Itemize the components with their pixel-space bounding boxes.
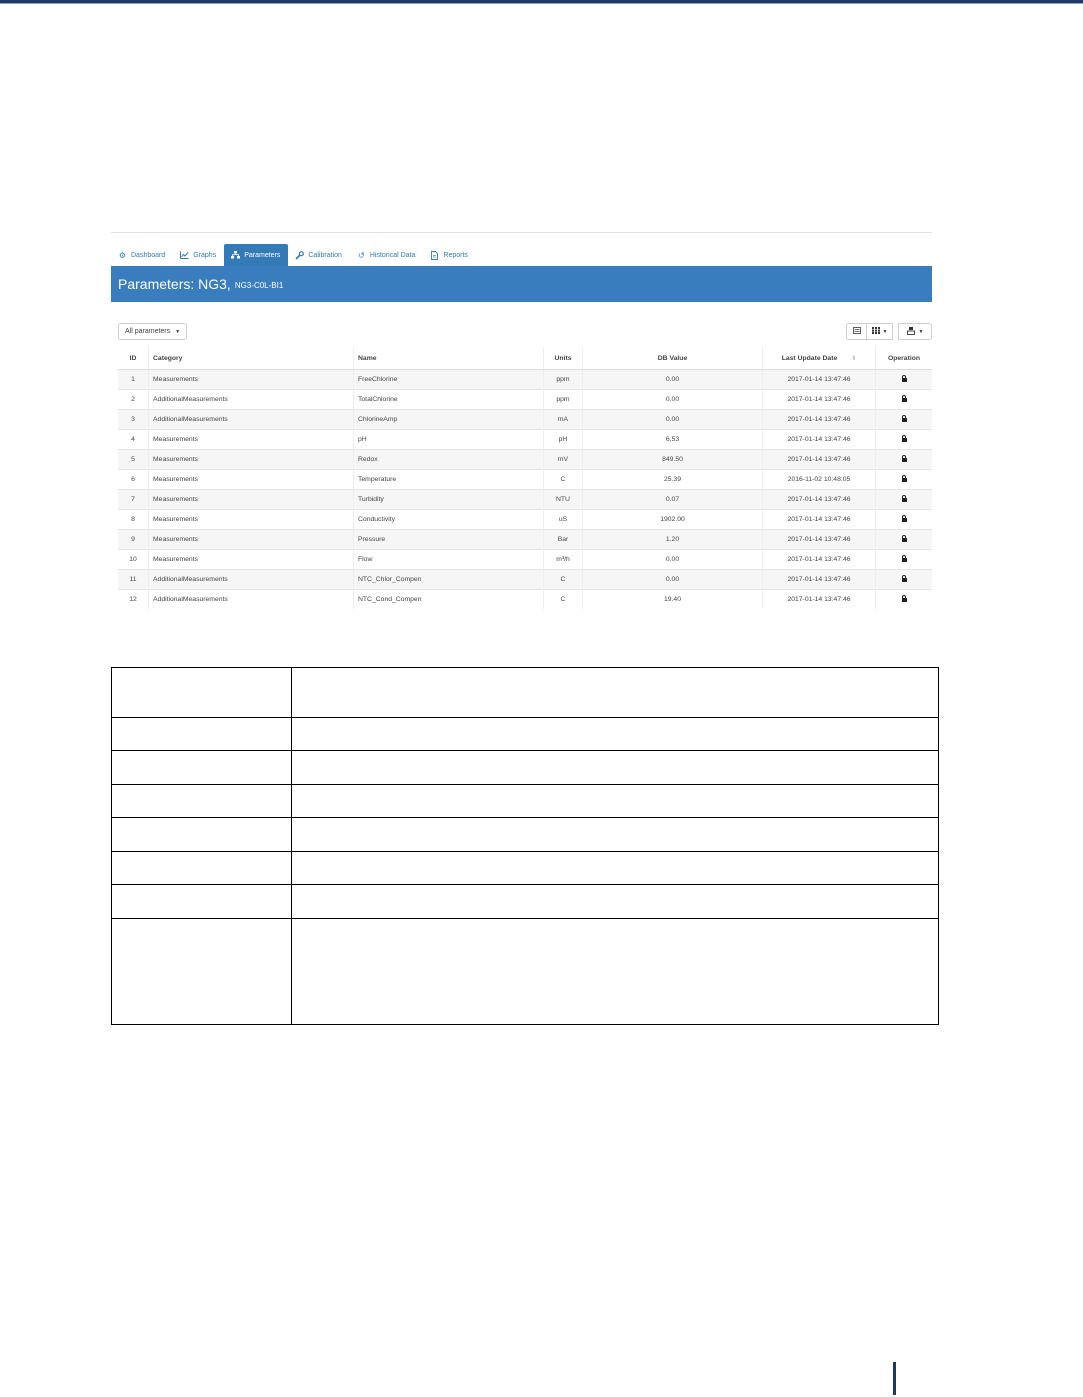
tab-calibration[interactable] <box>288 244 349 266</box>
cell-operation <box>876 390 933 410</box>
cell-last-update: 2017-01-14 13:47:46 <box>763 430 876 450</box>
table-cell <box>292 885 939 919</box>
tab-bar <box>111 244 932 266</box>
cell-last-update: 2017-01-14 13:47:46 <box>763 410 876 430</box>
column-header-name[interactable]: Name <box>354 347 544 370</box>
columns-icon <box>872 327 880 336</box>
lock-icon[interactable] <box>902 558 907 562</box>
cell-id: 8 <box>118 510 149 530</box>
cell-operation <box>876 510 933 530</box>
cell-name: pH <box>354 430 544 450</box>
cell-last-update: 2017-01-14 13:47:46 <box>763 570 876 590</box>
column-header-category[interactable]: Category <box>149 347 354 370</box>
cell-db-value: 1902.00 <box>583 510 763 530</box>
lock-icon[interactable] <box>902 498 907 502</box>
cell-id: 6 <box>118 470 149 490</box>
table-row <box>112 668 939 718</box>
table-row[interactable] <box>118 530 932 550</box>
cell-last-update: 2017-01-14 13:47:46 <box>763 390 876 410</box>
cell-db-value: 1.20 <box>583 530 763 550</box>
cell-units: mV <box>544 450 583 470</box>
cell-category: Measurements <box>149 430 354 450</box>
table-cell <box>112 919 292 1025</box>
export-button[interactable] <box>898 323 932 340</box>
caret-down-icon: ▼ <box>175 328 181 335</box>
cell-units: pH <box>544 430 583 450</box>
cell-name: Conductivity <box>354 510 544 530</box>
wrench-icon <box>295 251 304 260</box>
cell-units: m³/h <box>544 550 583 570</box>
cell-name: Pressure <box>354 530 544 550</box>
line-chart-icon <box>180 251 189 260</box>
lock-icon[interactable] <box>902 398 907 402</box>
cell-id: 7 <box>118 490 149 510</box>
table-cell <box>112 852 292 885</box>
caret-down-icon: ▼ <box>918 328 924 335</box>
cell-db-value: 19.40 <box>583 590 763 610</box>
sort-icon[interactable]: ⇕ <box>851 355 857 362</box>
cell-db-value: 849.50 <box>583 450 763 470</box>
columns-button[interactable] <box>866 323 893 340</box>
cell-db-value: 0.00 <box>583 370 763 390</box>
divider <box>111 232 932 233</box>
column-header-last-update[interactable] <box>763 347 876 370</box>
cell-units: C <box>544 570 583 590</box>
cell-last-update: 2017-01-14 13:47:46 <box>763 370 876 390</box>
cell-db-value: 0.00 <box>583 410 763 430</box>
cell-category: AdditionalMeasurements <box>149 390 354 410</box>
cell-units: uS <box>544 510 583 530</box>
cell-db-value: 0.00 <box>583 390 763 410</box>
history-icon: ↺ <box>358 250 365 260</box>
cell-operation <box>876 530 933 550</box>
column-header-id[interactable]: ID <box>118 347 149 370</box>
table-row <box>112 818 939 852</box>
cell-name: NTC_Cond_Compen <box>354 590 544 610</box>
cell-name: Turbidity <box>354 490 544 510</box>
lock-icon[interactable] <box>902 598 907 602</box>
table-cell <box>112 718 292 751</box>
page-title: Parameters: NG3, <box>118 276 231 292</box>
cell-db-value: 0.07 <box>583 490 763 510</box>
empty-grid-table <box>111 667 939 1025</box>
list-icon <box>853 327 861 336</box>
cell-id: 3 <box>118 410 149 430</box>
cell-db-value: 0.00 <box>583 550 763 570</box>
page-subtitle: NG3-C0L-BI1 <box>234 281 284 290</box>
caret-down-icon: ▼ <box>882 328 888 335</box>
cell-name: NTC_Chlor_Compen <box>354 570 544 590</box>
app-screenshot <box>111 231 932 607</box>
list-view-button[interactable] <box>846 323 867 340</box>
tab-parameters[interactable] <box>224 244 288 266</box>
cell-operation <box>876 590 933 610</box>
table-cell <box>292 718 939 751</box>
cell-name: ChlorineAmp <box>354 410 544 430</box>
file-icon <box>430 251 439 260</box>
lock-icon[interactable] <box>902 578 907 582</box>
cell-operation <box>876 470 933 490</box>
cell-category: Measurements <box>149 370 354 390</box>
cell-name: Temperature <box>354 470 544 490</box>
table-row[interactable] <box>118 450 932 470</box>
page-footer-bar <box>893 1362 896 1395</box>
table-row <box>112 718 939 751</box>
cell-name: TotalChlorine <box>354 390 544 410</box>
table-cell <box>112 885 292 919</box>
cell-category: Measurements <box>149 530 354 550</box>
cell-db-value: 6.53 <box>583 430 763 450</box>
cell-id: 1 <box>118 370 149 390</box>
cell-id: 9 <box>118 530 149 550</box>
cell-id: 12 <box>118 590 149 610</box>
cell-last-update: 2017-01-14 13:47:46 <box>763 590 876 610</box>
table-row[interactable] <box>118 510 932 530</box>
lock-icon[interactable] <box>902 378 907 382</box>
table-row <box>112 852 939 885</box>
cell-category: Measurements <box>149 510 354 530</box>
cell-name: FreeChlorine <box>354 370 544 390</box>
cell-id: 5 <box>118 450 149 470</box>
table-row <box>112 751 939 785</box>
table-cell <box>112 785 292 818</box>
cell-last-update: 2016-11-02 10:48:05 <box>763 470 876 490</box>
cell-operation <box>876 450 933 470</box>
table-row[interactable] <box>118 470 932 490</box>
top-rule-shadow <box>0 3 1083 4</box>
cell-last-update: 2017-01-14 13:47:46 <box>763 550 876 570</box>
cell-operation <box>876 570 933 590</box>
cell-db-value: 25.39 <box>583 470 763 490</box>
cell-name: Flow <box>354 550 544 570</box>
table-row <box>112 785 939 818</box>
table-row[interactable] <box>118 390 932 410</box>
cell-category: Measurements <box>149 470 354 490</box>
tab-graphs[interactable] <box>173 244 224 266</box>
tab-historical-data[interactable] <box>350 244 424 266</box>
cell-category: Measurements <box>149 450 354 470</box>
page-header-banner <box>111 266 932 302</box>
table-cell <box>292 818 939 852</box>
table-row <box>112 919 939 1025</box>
table-row <box>112 885 939 919</box>
cell-category: AdditionalMeasurements <box>149 590 354 610</box>
cell-id: 4 <box>118 430 149 450</box>
lock-icon[interactable] <box>902 418 907 422</box>
cell-operation <box>876 370 933 390</box>
column-header-label: Last Update Date <box>781 354 838 362</box>
table-cell <box>292 785 939 818</box>
table-row[interactable] <box>118 590 932 610</box>
tab-label: Reports <box>443 251 468 259</box>
cell-category: Measurements <box>149 490 354 510</box>
cell-operation <box>876 430 933 450</box>
sitemap-icon <box>231 251 240 260</box>
cell-operation <box>876 490 933 510</box>
column-header-units[interactable]: Units <box>544 347 583 370</box>
cell-units: ppm <box>544 370 583 390</box>
table-row[interactable] <box>118 430 932 450</box>
cell-operation <box>876 410 933 430</box>
cell-units: mA <box>544 410 583 430</box>
table-row[interactable] <box>118 550 932 570</box>
tab-reports[interactable] <box>423 244 476 266</box>
cell-last-update: 2017-01-14 13:47:46 <box>763 490 876 510</box>
tab-dashboard[interactable] <box>111 244 173 266</box>
cell-id: 11 <box>118 570 149 590</box>
parameters-table <box>118 347 932 609</box>
table-cell <box>112 818 292 852</box>
lock-icon[interactable] <box>902 538 907 542</box>
table-row[interactable] <box>118 410 932 430</box>
cell-id: 2 <box>118 390 149 410</box>
cell-name: Redox <box>354 450 544 470</box>
cell-category: Measurements <box>149 550 354 570</box>
table-cell <box>292 668 939 718</box>
table-row[interactable] <box>118 490 932 510</box>
table-row[interactable] <box>118 370 932 390</box>
parameter-filter-dropdown[interactable] <box>118 323 187 340</box>
cell-operation <box>876 550 933 570</box>
tab-label: Calibration <box>308 251 342 259</box>
tab-label: Historical Data <box>369 251 416 259</box>
table-toolbar <box>847 323 932 340</box>
tab-label: Dashboard <box>131 251 166 259</box>
cell-last-update: 2017-01-14 13:47:46 <box>763 450 876 470</box>
lock-icon[interactable] <box>902 458 907 462</box>
table-cell <box>112 668 292 718</box>
column-header-operation[interactable]: Operation <box>876 347 933 370</box>
table-cell <box>292 919 939 1025</box>
lock-icon[interactable] <box>902 518 907 522</box>
cell-units: C <box>544 590 583 610</box>
export-icon <box>907 327 915 337</box>
cell-units: ppm <box>544 390 583 410</box>
table-cell <box>292 751 939 785</box>
cell-category: AdditionalMeasurements <box>149 570 354 590</box>
cell-units: C <box>544 470 583 490</box>
table-cell <box>112 751 292 785</box>
cogs-icon: ⚙ <box>118 250 127 260</box>
tab-label: Parameters <box>244 251 281 259</box>
table-row[interactable] <box>118 570 932 590</box>
cell-last-update: 2017-01-14 13:47:46 <box>763 530 876 550</box>
cell-db-value: 0.00 <box>583 570 763 590</box>
cell-last-update: 2017-01-14 13:47:46 <box>763 510 876 530</box>
table-cell <box>292 852 939 885</box>
column-header-db-value[interactable]: DB Value <box>583 347 763 370</box>
filter-label: All parameters <box>125 328 171 335</box>
cell-id: 10 <box>118 550 149 570</box>
cell-units: NTU <box>544 490 583 510</box>
lock-icon[interactable] <box>902 478 907 482</box>
cell-category: AdditionalMeasurements <box>149 410 354 430</box>
tab-label: Graphs <box>193 251 217 259</box>
table-header-row <box>118 347 932 370</box>
cell-units: Bar <box>544 530 583 550</box>
lock-icon[interactable] <box>902 438 907 442</box>
